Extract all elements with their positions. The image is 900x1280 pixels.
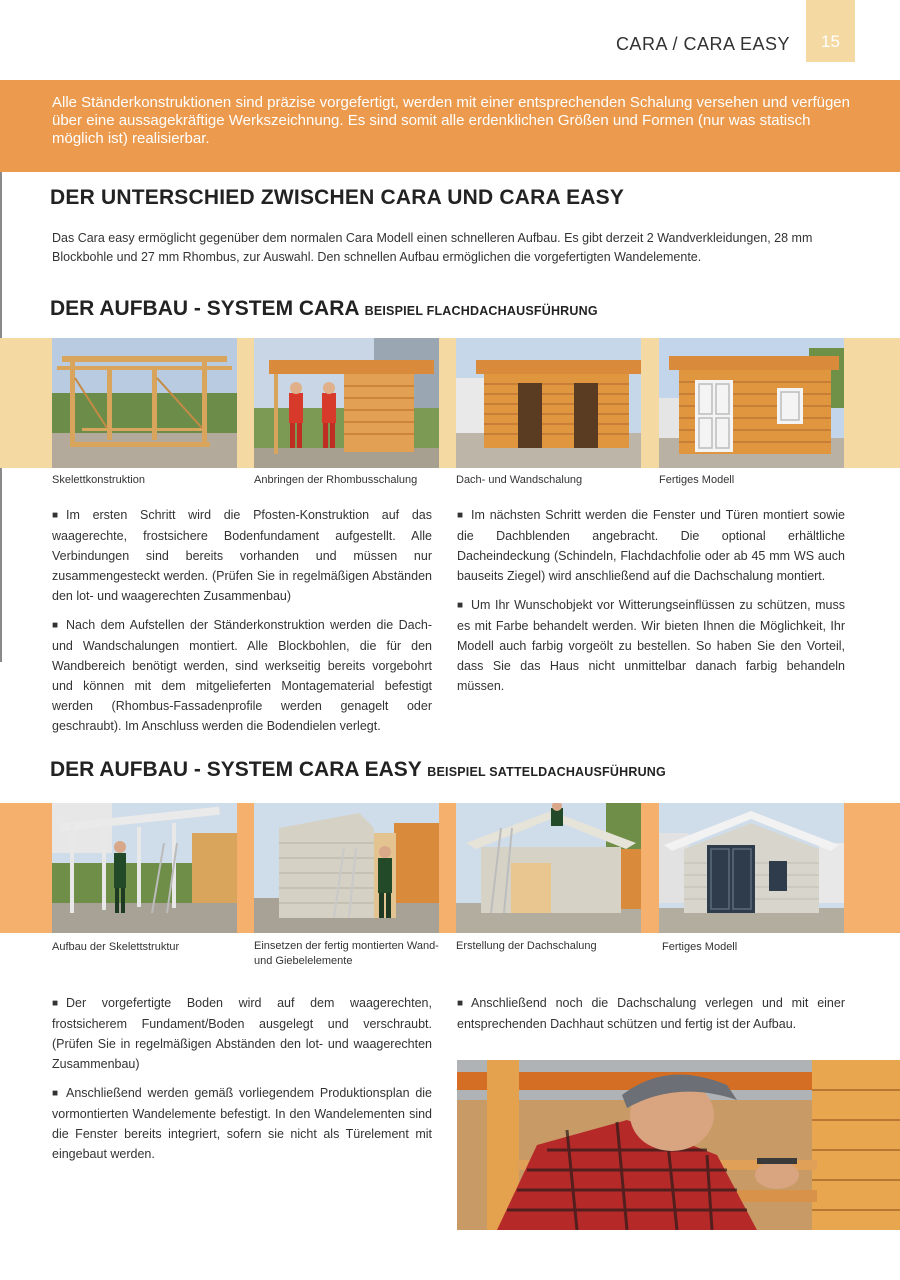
page-number: 15: [806, 0, 855, 62]
cara-left-text-2: Nach dem Aufstellen der Ständerkonstruktion werden die Dach- und Wandschalungen montiert. Alle Blockbohlen, die für den Wandbereich benötigt werden, sind werkseitig bereits vorgebohrt und können mit dem mitgelieferten Montagematerial befestigt werden (Rhombus-Fassadenprofile werden genagelt oder geschraubt). Im Anschluss werden die Bodendielen verlegt.: [52, 618, 432, 733]
photo-easy-skeleton: [52, 803, 237, 933]
bullet-icon: ■: [457, 510, 464, 521]
caption-easy-4: Fertiges Modell: [662, 941, 738, 953]
bullet-icon: ■: [52, 998, 59, 1009]
difference-heading: DER UNTERSCHIED ZWISCHEN CARA UND CARA EASY: [50, 186, 625, 209]
easy-left-text-1: Der vorgefertigte Boden wird auf dem waagerechten, frostsicherem Fundament/Boden ausgelegt und verschraubt. (Prüfen Sie in regelmäßigen Abständen den lot- und waagerechten Zusammenbau): [52, 996, 432, 1071]
caption-easy-2: Einsetzen der fertig montierten Wand- und Giebelelemente: [254, 940, 439, 967]
cara-right-column: [457, 505, 845, 705]
cara-left-paragraph: [52, 505, 432, 606]
cara-easy-heading: [50, 758, 666, 782]
easy-left-text-2: Anschließend werden gemäß vorliegendem Produktionsplan die vormontierten Wandelemente befestigt. In den Wandelementen sind die Fenster bereits integriert, sofern sie nicht als Türelement mit eingebaut werden.: [52, 1086, 432, 1161]
photo-cara-finished: [659, 338, 844, 468]
cara-easy-heading-main: DER AUFBAU - SYSTEM CARA EASY: [50, 758, 422, 781]
easy-right-text-1: Anschließend noch die Dachschalung verlegen und mit einer entsprechenden Dachhaut schützen und fertig ist der Aufbau.: [457, 996, 845, 1031]
intro-text: Alle Ständerkonstruktionen sind präzise vorgefertigt, werden mit einer entsprechenden Schalung versehen und verfügen über eine aussagekräftige Werkszeichnung. Es sind somit alle erdenklichen Größen und Formen (nur was statisch möglich ist) realisierbar.: [52, 94, 850, 147]
photo-easy-finished: [659, 803, 844, 933]
page-header-title: CARA / CARA EASY: [615, 34, 790, 54]
photo-easy-walls: [254, 803, 439, 933]
easy-left-column: [52, 993, 432, 1173]
caption-cara-2: Anbringen der Rhombusschalung: [254, 474, 418, 486]
caption-easy-1: Aufbau der Skelettstruktur: [52, 941, 180, 953]
cara-right-paragraph: [457, 595, 845, 696]
caption-cara-1: Skelettkonstruktion: [52, 474, 145, 486]
easy-right-column: [457, 993, 845, 1043]
cara-left-column: [52, 505, 432, 745]
cara-right-paragraph: [457, 505, 845, 586]
cara-left-text-1: Im ersten Schritt wird die Pfosten-Konstruktion auf das waagerechte, frostsichere Bodenfundament aufgestellt. Alle Verbindungen sind bereits vorhanden und müssen nur zusammengesteckt werden. (Prüfen Sie in regelmäßigen Abständen den lot- und waagerechten Zusammenbau): [52, 508, 432, 603]
difference-text: Das Cara easy ermöglicht gegenüber dem normalen Cara Modell einen schnelleren Aufbau. Es gibt derzeit 2 Wandverkleidungen, 28 mm Blockbohle und 27 mm Rhombus, zur Auswahl. Den schnellen Aufbau ermöglichen die vorgefertigten Wandelemente.: [52, 231, 813, 264]
cara-right-text-2: Um Ihr Wunschobjekt vor Witterungseinflüssen zu schützen, muss es mit Farbe behandelt werden. Wir bieten Ihnen die Möglichkeit, Ihr Modell auch farbig vorgeölt zu bestellen. So haben Sie den Vorteil, dass Sie das Haus nicht unmittelbar danach farbig behandeln müssen.: [457, 598, 845, 693]
photo-worker-closeup: [457, 1060, 900, 1230]
cara-right-text-1: Im nächsten Schritt werden die Fenster und Türen montiert sowie die Dachblenden angebracht. Die optional erhältliche Dacheindeckung (Schindeln, Flachdachfolie oder ab 45 mm WS auch bauseits Ziegel) wird anschließend auf die Dachschalung montiert.: [457, 508, 845, 583]
bullet-icon: ■: [52, 510, 59, 521]
easy-left-paragraph: [52, 1083, 432, 1164]
bullet-icon: ■: [457, 600, 464, 611]
cara-left-paragraph: [52, 615, 432, 736]
bullet-icon: ■: [457, 998, 464, 1009]
caption-easy-3: Erstellung der Dachschalung: [456, 940, 597, 952]
easy-left-paragraph: [52, 993, 432, 1074]
photo-cara-roof-wall: [456, 338, 641, 468]
bullet-icon: ■: [52, 620, 59, 631]
photo-easy-roof: [456, 803, 641, 933]
caption-cara-4: Fertiges Modell: [659, 474, 735, 486]
photo-cara-rhombus: [254, 338, 439, 468]
bullet-icon: ■: [52, 1088, 59, 1099]
cara-heading: [50, 297, 598, 321]
photo-cara-skeleton: [52, 338, 237, 468]
cara-easy-subheading: BEISPIEL SATTELDACHAUSFÜHRUNG: [427, 765, 666, 779]
caption-cara-3: Dach- und Wandschalung: [456, 474, 583, 486]
cara-heading-main: DER AUFBAU - SYSTEM CARA: [50, 297, 359, 320]
easy-right-paragraph: [457, 993, 845, 1034]
cara-subheading: BEISPIEL FLACHDACHAUSFÜHRUNG: [364, 304, 598, 318]
